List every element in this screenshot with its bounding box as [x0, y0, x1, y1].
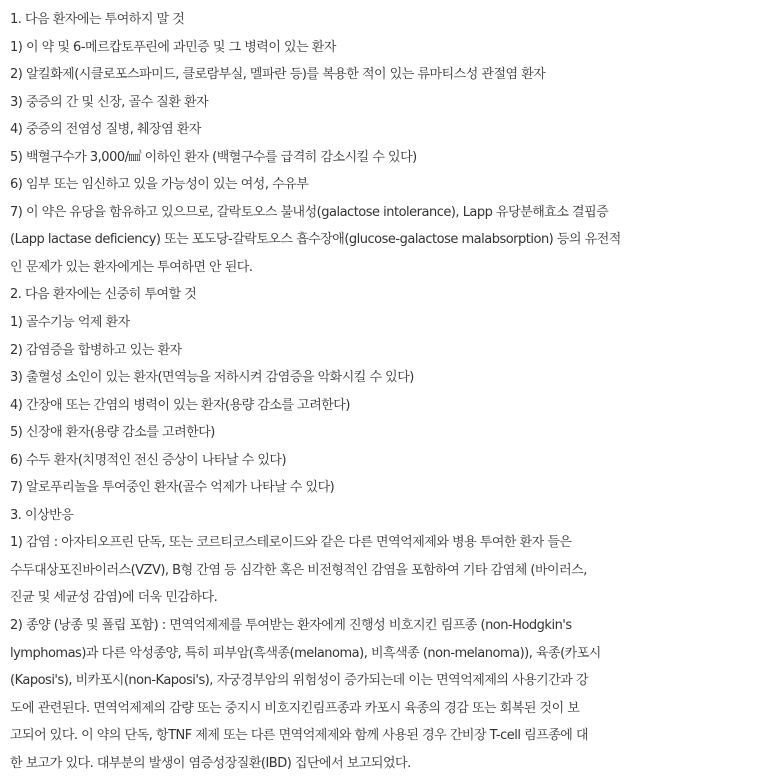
- section-3-item-2-line-5: 고되어 있다. 이 약의 단독, 항TNF 제제 또는 다른 면역억제제와 함께 사용된 경우 간비장 T-cell 림프종에 대: [10, 728, 589, 744]
- section-2-item-7: 7) 알로푸리놀을 투여중인 환자(골수 억제가 나타날 수 있다): [10, 480, 335, 496]
- section-3-item-2-line-3: (Kaposi's), 비카포시(non-Kaposi's), 자궁경부암의 위험성이 증가되는데 이는 면역억제제의 사용기간과 강: [10, 673, 589, 689]
- section-3-item-2-line-6: 한 보고가 있다. 대부분의 발생이 염증성장질환(IBD) 집단에서 보고되었다.: [10, 755, 411, 771]
- section-2-item-5: 5) 신장애 환자(용량 감소를 고려한다): [10, 425, 215, 441]
- section-1-item-3: 3) 중증의 간 및 신장, 골수 질환 환자: [10, 94, 209, 110]
- section-1-heading: 1. 다음 환자에는 투여하지 말 것: [10, 12, 185, 27]
- section-2-item-3: 3) 출혈성 소인이 있는 환자(면역능을 저하시켜 감염증을 악화시킬 수 있다): [10, 370, 414, 386]
- section-3-heading: 3. 이상반응: [10, 507, 74, 523]
- section-3-item-1-line-2: 수두대상포진바이러스(VZV), B형 간염 등 심각한 혹은 비전형적인 감염을 포함하여 기타 감염체 (바이러스,: [10, 562, 587, 578]
- section-3-item-1-line-1: 1) 감염 : 아자티오프린 단독, 또는 코르티코스테로이드와 같은 다른 면역억제제와 병용 투여한 환자 들은: [10, 535, 572, 551]
- section-1-item-6: 6) 임부 또는 임신하고 있을 가능성이 있는 여성, 수유부: [10, 177, 309, 193]
- section-2-item-4: 4) 간장애 또는 간염의 병력이 있는 환자(용량 감소를 고려한다): [10, 397, 350, 413]
- section-3-item-2-line-2: lymphomas)과 다른 악성종양, 특히 피부암(흑색종(melanoma), 비흑색종 (non-melanoma)), 육종(카포시: [10, 645, 601, 661]
- section-1-item-7-line-2: (Lapp lactase deficiency) 또는 포도당-갈락토오스 흡수장애(glucose-galactose malabsorption) 등의 유전적: [10, 232, 621, 248]
- section-1-item-1: 1) 이 약 및 6-메르캅토푸린에 과민증 및 그 병력이 있는 환자: [10, 39, 336, 55]
- section-1-item-7-line-3: 인 문제가 있는 환자에게는 투여하면 안 된다.: [10, 259, 253, 275]
- section-2-item-6: 6) 수두 환자(치명적인 전신 증상이 나타날 수 있다): [10, 452, 287, 468]
- section-3-item-1-line-3: 진균 및 세균성 감염)에 더욱 민감하다.: [10, 590, 218, 606]
- section-2-heading: 2. 다음 환자에는 신중히 투여할 것: [10, 287, 197, 303]
- section-2-item-1: 1) 골수기능 억제 환자: [10, 315, 130, 331]
- section-2-item-2: 2) 감염증을 합병하고 있는 환자: [10, 342, 182, 358]
- section-3-item-2-line-4: 도에 관련된다. 면역억제제의 감량 또는 중지시 비호지킨림프종과 카포시 육종의 경감 또는 회복된 것이 보: [10, 700, 580, 716]
- section-1-item-4: 4) 중증의 전염성 질병, 췌장염 환자: [10, 122, 201, 138]
- section-3-item-2-line-1: 2) 종양 (낭종 및 폴립 포함) : 면역억제제를 투여받는 환자에게 진행성 비호지킨 림프종 (non-Hodgkin's: [10, 618, 572, 634]
- section-1-item-7-line-1: 7) 이 약은 유당을 함유하고 있으므로, 갈락토오스 불내성(galactose intolerance), Lapp 유당분해효소 결핍증: [10, 204, 609, 220]
- section-1-item-2: 2) 알킬화제(시클로포스파미드, 클로람부실, 멜파란 등)를 복용한 적이 있는 류마티스성 관절염 환자: [10, 67, 546, 83]
- section-1-item-5: 5) 백혈구수가 3,000/㎣ 이하인 환자 (백혈구수를 급격히 감소시킬 수 있다): [10, 149, 417, 165]
